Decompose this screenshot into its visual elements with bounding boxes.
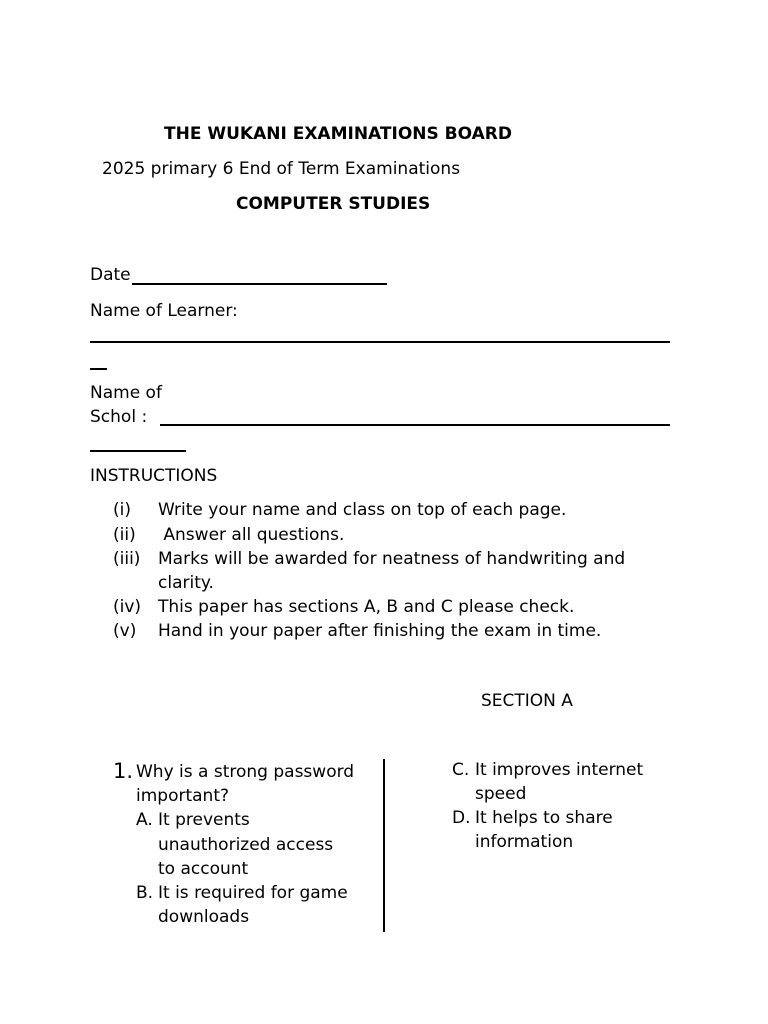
section-title: SECTION A <box>481 691 573 711</box>
school-name-blank-line[interactable] <box>160 424 670 426</box>
option-d-letter: D. <box>452 808 471 828</box>
instruction-text: Answer all questions. <box>158 525 345 545</box>
instruction-text: Hand in your paper after finishing the exam in time. <box>158 621 602 641</box>
option-b-letter: B. <box>136 883 154 903</box>
instruction-text-continued: clarity. <box>158 573 214 593</box>
learner-name-blank-line-continued[interactable] <box>90 368 107 370</box>
option-a-letter: A. <box>136 810 153 830</box>
option-b-text[interactable]: It is required for game <box>158 883 348 903</box>
instruction-number: (i) <box>113 500 131 520</box>
instruction-text: Marks will be awarded for neatness of handwriting and <box>158 549 626 569</box>
option-c-letter: C. <box>452 760 470 780</box>
option-a-text[interactable]: unauthorized access <box>158 835 334 855</box>
option-d-text[interactable]: information <box>475 832 574 852</box>
question-number: 1. <box>113 759 134 783</box>
board-title: THE WUKANI EXAMINATIONS BOARD <box>164 124 512 144</box>
option-d-text[interactable]: It helps to share <box>475 808 613 828</box>
instruction-number: (iv) <box>113 597 142 617</box>
option-b-text[interactable]: downloads <box>158 907 250 927</box>
instruction-number: (iii) <box>113 549 141 569</box>
instruction-text: This paper has sections A, B and C please check. <box>158 597 575 617</box>
learner-name-label: Name of Learner: <box>90 301 238 321</box>
school-name-label-line1: Name of <box>90 383 162 403</box>
date-label: Date <box>90 265 131 285</box>
exam-title: 2025 primary 6 End of Term Examinations <box>102 159 461 179</box>
school-name-label-line2: Schol : <box>90 407 148 427</box>
question-text-continued: important? <box>136 786 230 806</box>
option-a-text[interactable]: to account <box>158 859 249 879</box>
school-name-blank-line-continued[interactable] <box>90 450 186 452</box>
instructions-heading: INSTRUCTIONS <box>90 466 218 486</box>
instruction-number: (v) <box>113 621 137 641</box>
instruction-number: (ii) <box>113 525 136 545</box>
subject-title: COMPUTER STUDIES <box>236 194 431 214</box>
question-text: Why is a strong password <box>136 762 355 782</box>
date-blank-line[interactable] <box>132 283 387 285</box>
option-a-text[interactable]: It prevents <box>158 810 250 830</box>
instruction-text: Write your name and class on top of each page. <box>158 500 567 520</box>
option-c-text[interactable]: speed <box>475 784 527 804</box>
option-c-text[interactable]: It improves internet <box>475 760 644 780</box>
column-divider <box>383 759 385 932</box>
learner-name-blank-line[interactable] <box>90 341 670 343</box>
